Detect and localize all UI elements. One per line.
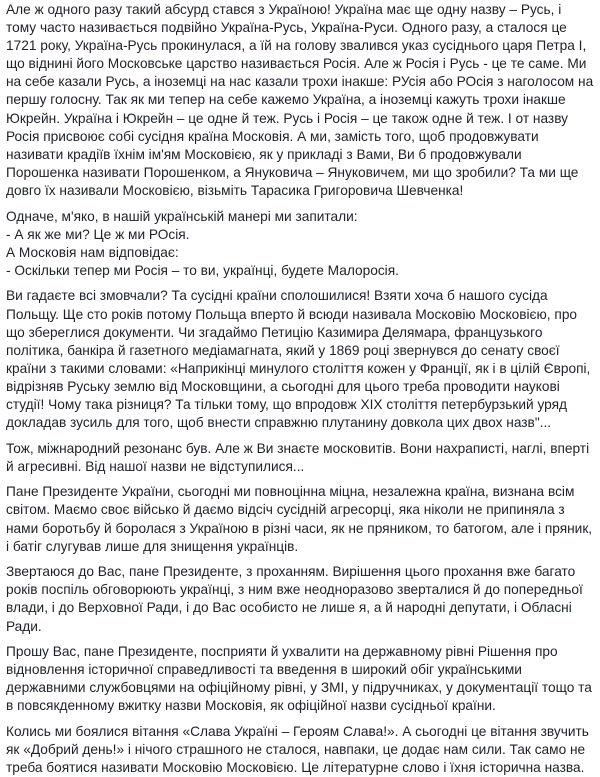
post-paragraph-7: Прошу Вас, пане Президенте, посприяти й ухвалити на державному рівні Рішення про відновлення історичної справедливості та введення в широкий обіг українськими державними службовцями на офіційному рівні, у ЗМІ, у підручниках, у документації тощо та в повсякденному вжитку назви Московія, як офіційної назви сусідньої країни.: [6, 644, 592, 714]
post-paragraph-4: Тож, міжнародний резонанс був. Але ж Ви знаєте московитів. Вони нахраписті, наглі, вперті й агресивні. Від нашої назви не відступилися...: [6, 440, 590, 474]
post-paragraph-5: Пане Президенте України, сьогодні ми повноцінна міцна, незалежна країна, визнана всім світом. Маємо своє військо й даємо відсіч сусідній агресорці, яка ніколи не припиняла з нами боротьбу й боролася з Україною в різні часи, як не пряником, то батогом, але і пряник, і батіг слугував лише для знищення українців.: [6, 484, 593, 554]
post-paragraph-8: Колись ми боялися вітання «Слава Україні – Героям Слава!». А сьогодні це вітання звучить як «Добрий день!» і нічого страшного не сталося, навпаки, це додає нам сили. Так само не треба боятися називати Московію Московією. Це літературне слово і їхня історична назва.: [6, 723, 589, 776]
post-paragraph-2: Одначе, м'яко, в нашій українській манері ми запитали: - А як же ми? Це ж ми РОсія. А Московія нам відповідає: - Оскільки тепер ми Росія – то ви, українці, будете Малоросія.: [6, 208, 399, 278]
post-paragraph-6: Звертаюся до Вас, пане Президенте, з проханням. Вирішення цього прохання вже багато років поспіль обговорюють українці, з ним вже неодноразово зверталися й до попередньої влади, і до Верховної Ради, і до Вас особисто не лише я, а й народні депутати, і Обласні Ради.: [6, 564, 583, 634]
post-paragraph-3: Ви гадаєте всі змовчали? Та сусідні країни сполошилися! Взяти хоча б нашого сусіда Польщу. Ще сто років потому Польща вперто й всюди називала Московію Московією, про що збереглися документи. Чи згадаймо Петицію Казимира Делямара, французького політика, банкіра й газетного медіамагната, який у 1869 році звернувся до сенату своєї країни з такими словами: «Наприкінці минулого століття кожен у Франції, як і в цілій Європі, відрізняв Руську землю від Московщини, а сьогодні для цього треба проводити наукові студії! Чому така різниця? Та тільки тому, що впродовж XIX століття петербурзький уряд докладав зусиль для того, щоб внести справжню плутанину довкола цих двох назв"...: [6, 288, 591, 431]
post-paragraph-1: Але ж одного разу такий абсурд стався з Україною! Україна має ще одну назву – Русь, і тому часто називається подвійно Україна-Русь, Україна-Руси. Одного разу, а сталося це 1721 року, Україна-Русь прокинулася, а їй на голову звалився указ сусіднього царя Петра I, що віднині його Московське царство називається Росія. Але ж Росія і Русь - це те саме. Ми на себе казали Русь, а іноземці на нас казали трохи інакше: РУсія або РОсія з наголосом на першу голосну. Так як ми тепер на себе кажемо Україна, а іноземці кажуть трохи інакше Юкрейн. Україна і Юкрейн – це одне й теж. Русь і Росія – це також одне й теж. І от назву Росія присвоює собі сусідня країна Московія. А ми, замість того, щоб продовжувати називати крадіїв їхнім ім'ям Московією, як у прикладі з Вами, Ви б продовжували Порошенка називати Порошенком, а Януковича – Януковичем, ми що зробили? Та ми ще довго їх називали Московією, візьміть Тарасика Григоровича Шевченка!: [6, 2, 594, 198]
